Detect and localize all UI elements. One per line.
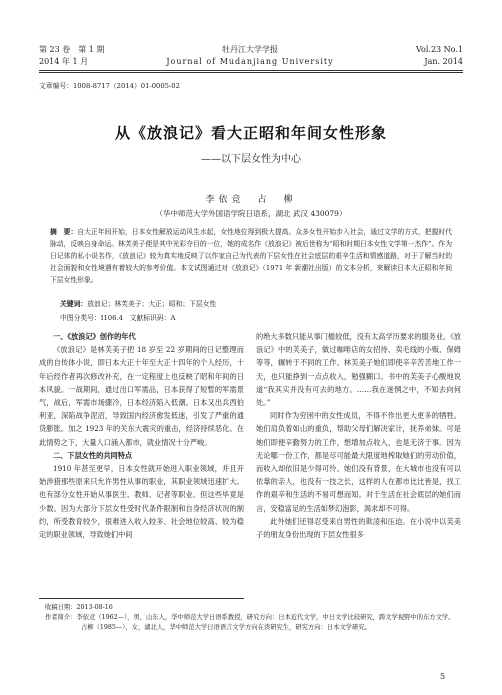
journal-name-cn: 牡丹江大学学报 [222, 45, 278, 54]
paper-title: 从《放浪记》看大正昭和年间女性形象 [114, 124, 387, 142]
body-right-column [256, 330, 461, 541]
section-heading-2: 二、下层女性的共同特点 [53, 450, 133, 460]
abstract [50, 226, 452, 286]
affiliation: （华中师范大学外国语学院日语系，湖北 武汉 430079） [155, 209, 347, 218]
paragraph: 《放浪记》是林芙美子把 18 岁至 22 岁期间的日记整理而成的自传体小说，即日本大正十年至大正十四年的个人经历，十年后经作者再次修改补充，在一定程度上也反映了昭和年间的日本风貌。一战期间，通过出口军需品，日本获得了短暂的军需景气，战后，军需市场骤冷，日本经济陷入低潮。日本又出兵西伯利亚，深陷战争泥沼，导致国内经济愈发低迷，引发了严重的通货膨胀。加之 1923 年的关东大震灾的重击，经济持续恶化。在此情势之下，大量人口涌入都市，就业情况十分严峻。 [39, 345, 244, 447]
journal-name-en: Journal of Mudanjiang University [166, 57, 334, 66]
abstract-label: 摘 要： [50, 228, 78, 236]
authors: 李依竞 占 柳 [205, 195, 297, 205]
section-heading-1: 一、《放浪记》创作的年代 [53, 332, 136, 341]
article-number: 文章编号：1008-8717（2014）01-0005-02 [39, 82, 180, 90]
paragraph: 此外她们还得忍受来自男性的欺凌和压迫。在小说中以芙美子的朋友身份出现的下层女性很多 [256, 516, 461, 540]
classification-line: 中图分类号：I106.4 文献标识码：A [60, 314, 176, 322]
date-en: Jan. 2014 [424, 57, 463, 66]
received-date: 收稿日期：2013-08-16 [45, 604, 113, 611]
paragraph: 1910 年甚至更早，日本女性就开始进入职业领域，并且开始涉猎那些原来只允许男性从事的职业，其职业领域迅速扩大。也有部分女性开始从事医生、教师、记者等职业。但这些毕竟是少数。因为大部分下层女性受时代条件限制和自身经济状况的制约，所受教育较少，很难进入收入较多、社会地位较高、较为稳定的职业领域，导致她们中间 [39, 464, 244, 540]
page-number: 5 [440, 672, 446, 681]
paragraph-continued: 的绝大多数只能从事门槛较低，没有太高学历要求的服务业。《放浪记》中的芙美子，做过咖啡店的女招待、卖毛线的小贩、保姆等等，辗转于不同的工作。林芙美子她们即使辛辛苦苦地工作一天，也只能挣到一点点收入，勉强糊口。书中的芙美子心酸地说道“我其实并没有可去的地方。……我在迷惘之中，不知去向何处。” [256, 332, 461, 408]
author-bio-2: 占柳（1985—），女，湖北人，华中师范大学日语语言文学方向在读研究生，研究方向：日本文学研究。 [81, 624, 371, 631]
abstract-text: 自大正年间开始，日本女性解放运动风生水起，女性地位得到极大提高。众多女性开始步入社会，通过文学的方式，把握时代脉动，反映自身命运。林芙美子便是其中光彩夺目的一位，她的成名作《放浪记》被后世称为“昭和时期日本女性文学第一杰作”。作为日记体的私小说名作，《放浪记》较为真实地反映了以作家自己为代表的下层女性在社会底层的艰辛生活和情感道路，对于了解当时的社会面貌和女性境遇有着较大的参考价值。本文试图通过对《放浪记》（1971 年 新潮社出版）的文本分析，来解读日本大正昭和年间下层女性形象。 [50, 228, 453, 284]
paragraph: 同时作为穷困中的女性成员，不得不作出更大更多的牺牲。她们肩负着如山的重负，帮助父母们解决家计，抚养弟妹。可是她们即便辛勤努力的工作，想增加点收入，也是无济于事。因为无论哪一份工作，都是尽可能最大限度地榨取她们的劳动价值，而收入却依旧是少得可怜。她们没有背景，在大城市也没有可以依靠的亲人，也没有一技之长，这样的人在都市比比皆是，找工作的艰辛和生活的不易可想而知。对于生活在社会底层的她们而言，安稳富足的生活如梦幻泡影，渴求却不可得。 [256, 411, 461, 513]
body-left-column [39, 330, 244, 541]
header-rule-top [39, 70, 463, 71]
author-bio-1: 作者简介：李依竞（1962—），男，山东人，华中师范大学日语系教授，研究方向：日本近代文学，中日文学比较研究，跨文学视野中的东方文学。 [45, 614, 455, 621]
header-rule-bottom [39, 72, 463, 73]
footnote [45, 603, 465, 633]
volume-issue-en: Vol.23 No.1 [416, 45, 463, 54]
keywords [60, 298, 452, 308]
keywords-text: 放浪记；林芙美子；大正；昭和；下层女性 [87, 300, 217, 308]
paper-subtitle: ——以下层女性为中心 [201, 154, 301, 165]
keywords-label: 关键词： [60, 300, 88, 308]
footnote-rule [39, 598, 244, 599]
date-cn: 2014 年 1 月 [39, 57, 89, 66]
volume-issue-cn: 第 23 卷 第 1 期 [39, 45, 105, 54]
